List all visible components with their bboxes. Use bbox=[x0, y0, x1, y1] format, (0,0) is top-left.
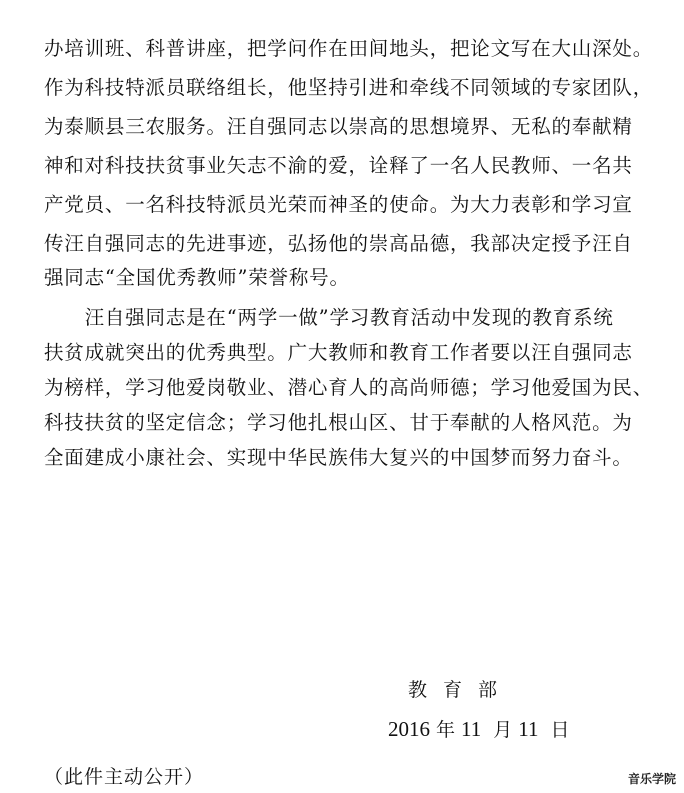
signature-date bbox=[388, 715, 570, 742]
body-line-12: 全面建成小康社会、实现中华民族伟大复兴的中国梦而努力奋斗。 bbox=[44, 446, 633, 469]
body-line-11: 科技扶贫的坚定信念；学习他扎根山区、甘于奉献的人格风范。为 bbox=[44, 411, 633, 434]
body-line-8: 汪自强同志是在“两学一做”学习教育活动中发现的教育系统 bbox=[44, 306, 614, 329]
body-line-2: 作为科技特派员联络组长，他坚持引进和牵线不同领域的专家团队， bbox=[44, 76, 654, 99]
body-line-6: 传汪自强同志的先进事迹，弘扬他的崇高品德，我部决定授予汪自 bbox=[44, 232, 633, 255]
date-month-unit: 月 bbox=[493, 719, 513, 741]
public-disclosure-note: （此件主动公开） bbox=[44, 766, 205, 788]
body-line-4: 神和对科技扶贫事业矢志不渝的爱，诠释了一名人民教师、一名共 bbox=[44, 154, 633, 177]
date-year-unit: 年 bbox=[436, 719, 456, 741]
signature-organization: 教育部 bbox=[408, 679, 514, 701]
body-line-10: 为榜样，学习他爱岗敬业、潜心育人的高尚师德；学习他爱国为民、 bbox=[44, 376, 654, 399]
date-month: 11 bbox=[461, 717, 482, 741]
body-line-5: 产党员、一名科技特派员光荣而神圣的使命。为大力表彰和学习宣 bbox=[44, 193, 633, 216]
watermark-label: 音乐学院 bbox=[627, 772, 676, 786]
body-line-7: 强同志“全国优秀教师”荣誉称号。 bbox=[44, 266, 350, 289]
date-year: 2016 bbox=[388, 717, 430, 741]
body-line-1: 办培训班、科普讲座，把学问作在田间地头，把论文写在大山深处。 bbox=[44, 37, 654, 60]
date-day-unit: 日 bbox=[550, 719, 570, 741]
body-line-9: 扶贫成就突出的优秀典型。广大教师和教育工作者要以汪自强同志 bbox=[44, 341, 633, 364]
date-day: 11 bbox=[518, 717, 539, 741]
body-line-3: 为泰顺县三农服务。汪自强同志以崇高的思想境界、无私的奉献精 bbox=[44, 115, 633, 138]
